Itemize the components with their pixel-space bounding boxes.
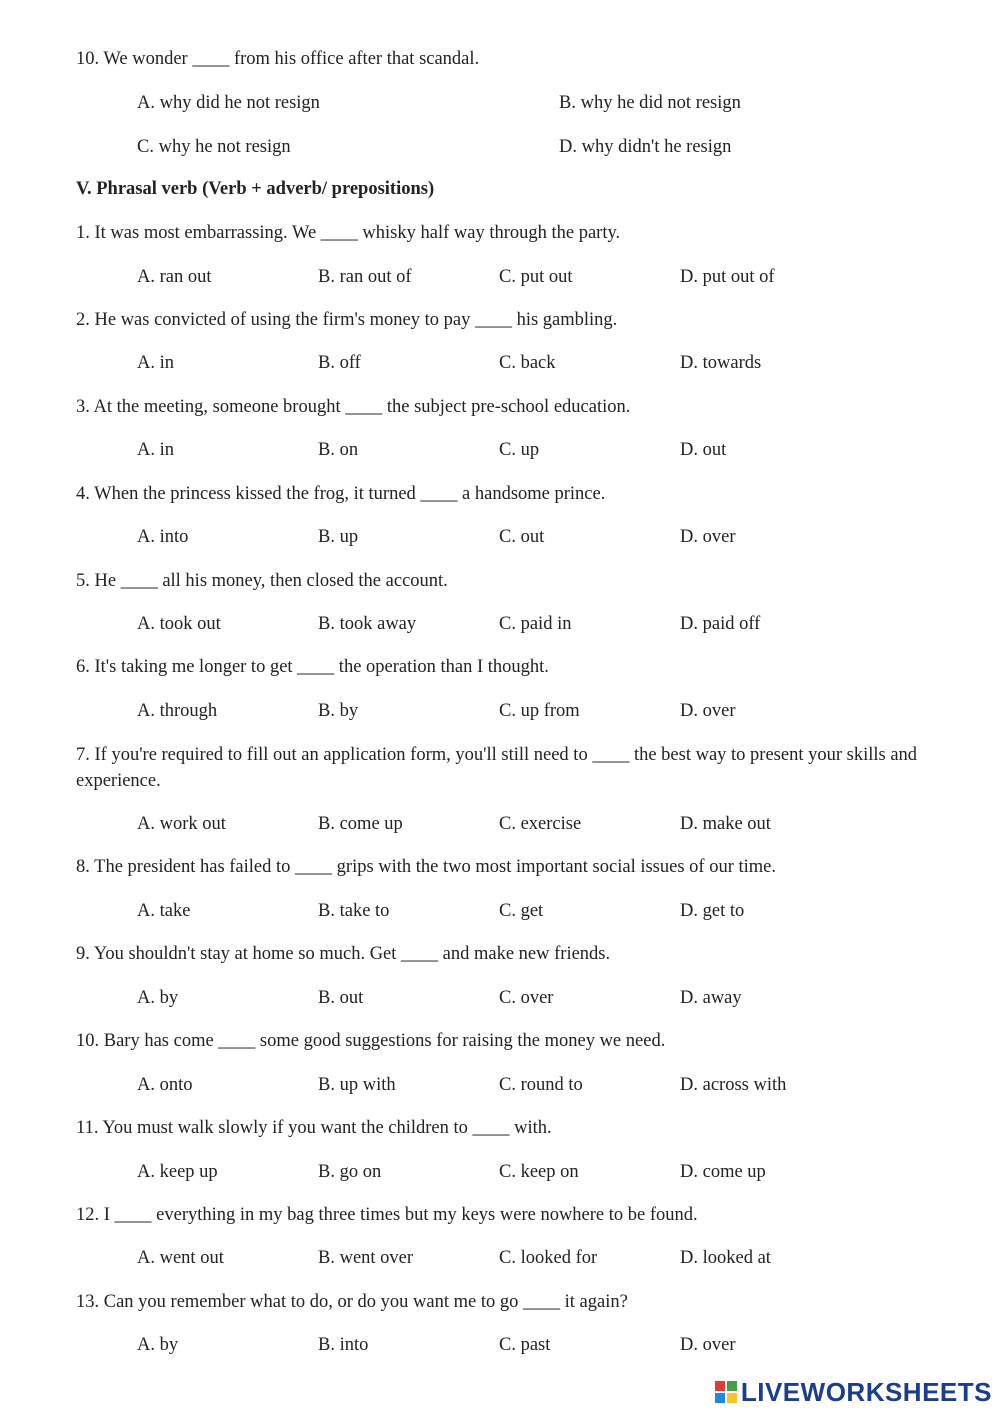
options-row [137, 611, 937, 637]
option-c[interactable]: C. up from [499, 701, 580, 721]
option-a[interactable]: A. took out [137, 614, 221, 634]
option-d[interactable]: D. out [680, 440, 727, 460]
logo-grid-icon [715, 1381, 737, 1403]
question-text: 6. It's taking me longer to get ____ the operation than I thought. [76, 657, 549, 677]
option-a[interactable]: A. keep up [137, 1162, 218, 1182]
options-row [137, 90, 937, 116]
question-text: 8. The president has failed to ____ grips with the two most important social issues of our time. [76, 857, 776, 877]
option-b[interactable]: B. up with [318, 1075, 396, 1095]
logo-text: LIVEWORKSHEETS [740, 1376, 992, 1407]
options-row [137, 1245, 937, 1271]
option-a[interactable]: A. went out [137, 1248, 224, 1268]
option-b[interactable]: B. why he did not resign [559, 93, 741, 113]
question-text: 10. Bary has come ____ some good suggestions for raising the money we need. [76, 1031, 666, 1051]
option-c[interactable]: C. get [499, 901, 544, 921]
option-d[interactable]: D. across with [680, 1075, 787, 1095]
option-a[interactable]: A. by [137, 1335, 179, 1355]
option-c[interactable]: C. over [499, 988, 554, 1008]
option-d[interactable]: D. come up [680, 1162, 766, 1182]
option-a[interactable]: A. through [137, 701, 218, 721]
question-text: 1. It was most embarrassing. We ____ whisky half way through the party. [76, 223, 621, 243]
question-text: 12. I ____ everything in my bag three times but my keys were nowhere to be found. [76, 1205, 698, 1225]
option-b[interactable]: B. took away [318, 614, 417, 634]
option-b[interactable]: B. on [318, 440, 359, 460]
option-d[interactable]: D. put out of [680, 267, 775, 287]
option-b[interactable]: B. out [318, 988, 364, 1008]
section-title: V. Phrasal verb (Verb + adverb/ prepositions) [76, 179, 435, 199]
options-row [137, 985, 937, 1011]
logo-square-green [727, 1381, 737, 1391]
option-b[interactable]: B. by [318, 701, 359, 721]
question-text: 11. You must walk slowly if you want the children to ____ with. [76, 1118, 552, 1138]
question-text: 13. Can you remember what to do, or do you want me to go ____ it again? [76, 1292, 628, 1312]
question-prev-10: 10. We wonder ____ from his office after that scandal. [76, 49, 480, 69]
option-d[interactable]: D. paid off [680, 614, 761, 634]
option-b[interactable]: B. into [318, 1335, 369, 1355]
liveworksheets-logo [715, 1377, 992, 1407]
question-text: 3. At the meeting, someone brought ____ the subject pre-school education. [76, 397, 631, 417]
option-b[interactable]: B. off [318, 353, 361, 373]
option-b[interactable]: B. up [318, 527, 359, 547]
options-row [137, 134, 937, 160]
option-a[interactable]: A. in [137, 440, 174, 460]
options-row [137, 811, 937, 837]
option-c[interactable]: C. up [499, 440, 540, 460]
option-c[interactable]: C. exercise [499, 814, 582, 834]
option-a[interactable]: A. by [137, 988, 179, 1008]
question-text: 7. If you're required to fill out an application form, you'll still need to ____ the best way to present your skills and experience. [76, 745, 918, 791]
option-d[interactable]: D. towards [680, 353, 762, 373]
option-d[interactable]: D. get to [680, 901, 745, 921]
option-a[interactable]: A. why did he not resign [137, 93, 320, 113]
logo-square-yellow [727, 1393, 737, 1403]
options-row [137, 898, 937, 924]
option-d[interactable]: D. over [680, 701, 736, 721]
options-row [137, 350, 937, 376]
option-c[interactable]: C. why he not resign [137, 137, 291, 157]
option-d[interactable]: D. looked at [680, 1248, 771, 1268]
option-b[interactable]: B. take to [318, 901, 390, 921]
options-row [137, 698, 937, 724]
option-b[interactable]: B. ran out of [318, 267, 412, 287]
option-d[interactable]: D. away [680, 988, 742, 1008]
option-b[interactable]: B. come up [318, 814, 403, 834]
option-a[interactable]: A. onto [137, 1075, 193, 1095]
option-d[interactable]: D. over [680, 527, 736, 547]
option-c[interactable]: C. back [499, 353, 556, 373]
options-row [137, 1332, 937, 1358]
question-text: 5. He ____ all his money, then closed the account. [76, 571, 448, 591]
option-c[interactable]: C. out [499, 527, 545, 547]
option-c[interactable]: C. paid in [499, 614, 572, 634]
option-d[interactable]: D. why didn't he resign [559, 137, 732, 157]
logo-square-blue [715, 1393, 725, 1403]
option-a[interactable]: A. take [137, 901, 191, 921]
option-d[interactable]: D. make out [680, 814, 771, 834]
options-row [137, 437, 937, 463]
option-c[interactable]: C. put out [499, 267, 573, 287]
options-row [137, 1072, 937, 1098]
option-a[interactable]: A. into [137, 527, 189, 547]
option-d[interactable]: D. over [680, 1335, 736, 1355]
option-c[interactable]: C. round to [499, 1075, 583, 1095]
question-text: 2. He was convicted of using the firm's money to pay ____ his gambling. [76, 310, 618, 330]
options-row [137, 524, 937, 550]
options-row [137, 264, 937, 290]
option-a[interactable]: A. work out [137, 814, 226, 834]
question-text: 4. When the princess kissed the frog, it turned ____ a handsome prince. [76, 484, 606, 504]
option-b[interactable]: B. went over [318, 1248, 414, 1268]
question-text: 9. You shouldn't stay at home so much. Get ____ and make new friends. [76, 944, 611, 964]
option-a[interactable]: A. in [137, 353, 174, 373]
option-b[interactable]: B. go on [318, 1162, 382, 1182]
options-row [137, 1159, 937, 1185]
option-a[interactable]: A. ran out [137, 267, 212, 287]
option-c[interactable]: C. keep on [499, 1162, 579, 1182]
option-c[interactable]: C. past [499, 1335, 551, 1355]
option-c[interactable]: C. looked for [499, 1248, 598, 1268]
logo-square-red [715, 1381, 725, 1391]
